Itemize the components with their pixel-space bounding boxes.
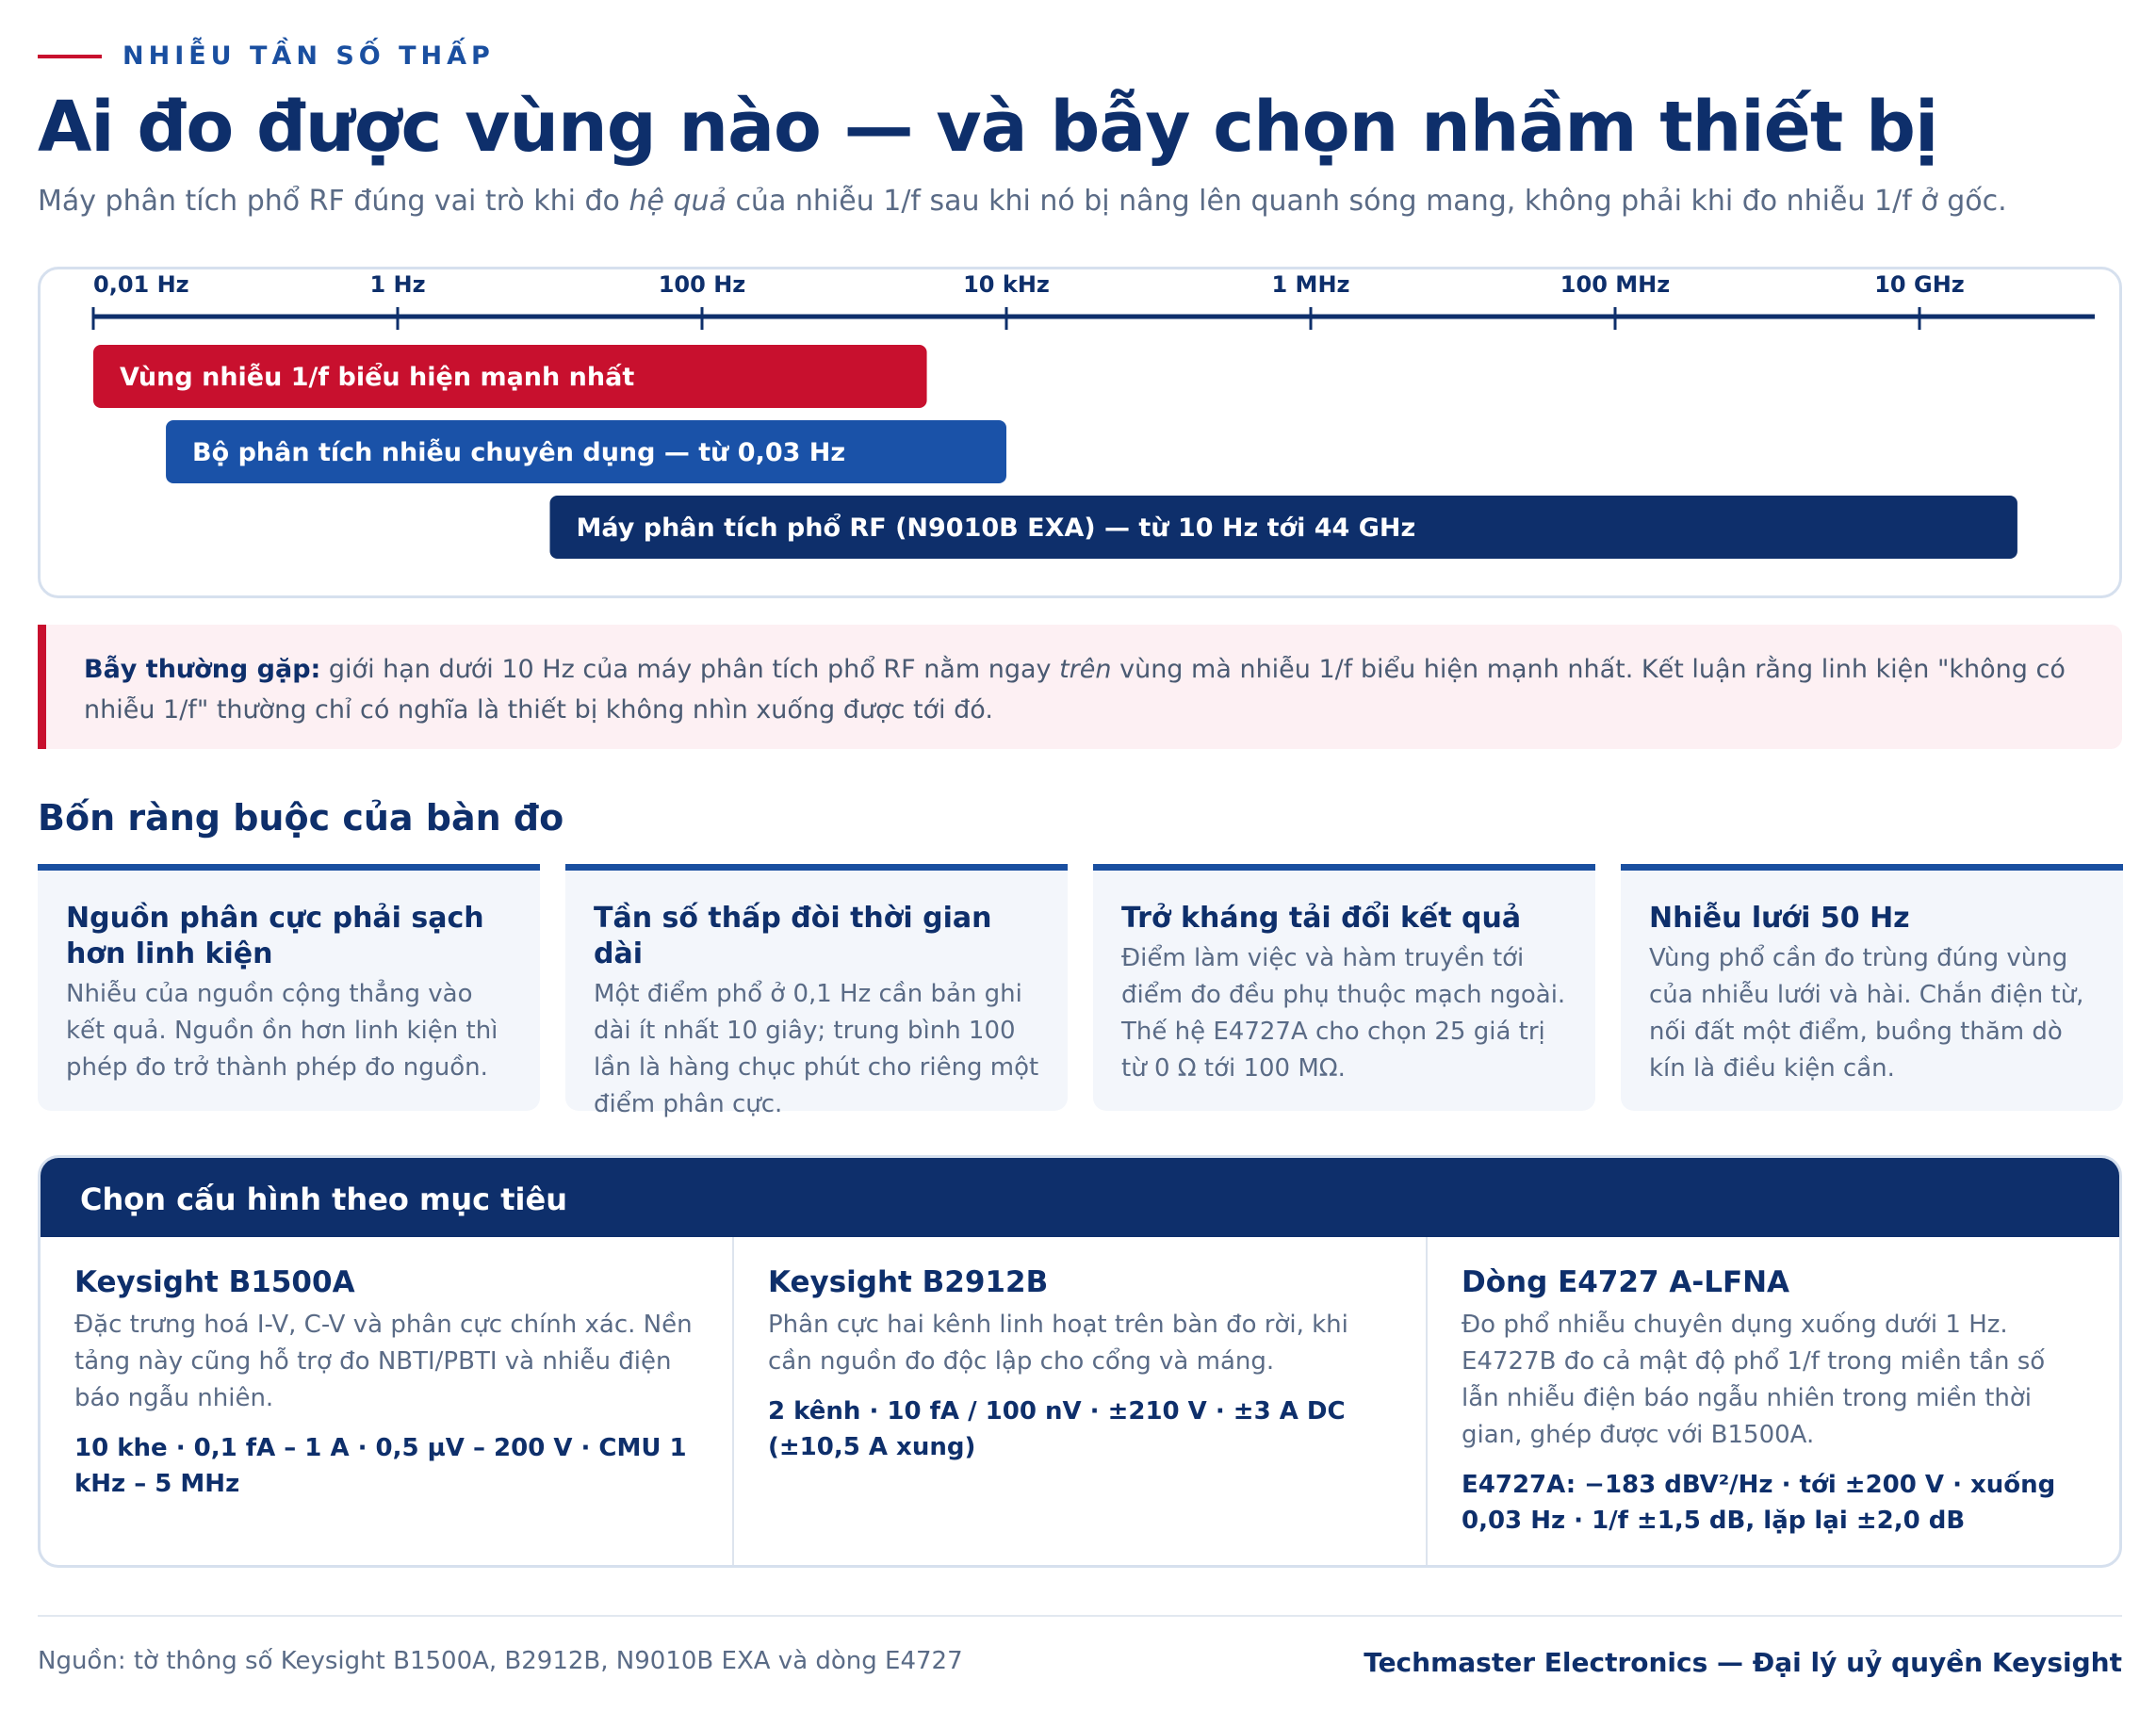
warning-emphasis: trên (1059, 655, 1112, 684)
card-title: Tần số thấp đòi thời gian dài (594, 902, 992, 970)
warning-text: giới hạn dưới 10 Hz của máy phân tích phổ RF nằm ngay (320, 655, 1060, 684)
config-title: Keysight B1500A (74, 1265, 355, 1299)
footer-source: Nguồn: tờ thông số Keysight B1500A, B2912B, N9010B EXA và dòng E4727 (38, 1647, 963, 1675)
config-header (41, 1158, 2119, 1237)
eyebrow-accent-bar (38, 55, 102, 58)
card-body: Vùng phổ cần đo trùng đúng vùng của nhiễu lưới và hài. Chắn điện từ, nối đất một điểm, buồng thăm dò kín là điều kiện cần. (1649, 944, 2084, 1083)
warning-text-end: vùng mà nhiễu 1/f biểu hiện mạnh nhất. Kết luận rằng linh kiện "không có nhiễu 1/f" thường chỉ có nghĩa là thiết bị không nhìn xuống được tới đó. (84, 655, 2066, 725)
constraint-card (565, 864, 1068, 1118)
config-body: Đặc trưng hoá I-V, C-V và phân cực chính xác. Nền tảng này cũng hỗ trợ đo NBTI/PBTI và nhiễu điện báo ngẫu nhiên. (74, 1311, 693, 1412)
config-column (734, 1237, 1428, 1568)
eyebrow (38, 41, 495, 71)
config-title: Dòng E4727 A-LFNA (1462, 1265, 1790, 1299)
footer-divider (38, 1615, 2122, 1617)
axis-tick-label: 1 MHz (1271, 271, 1350, 298)
axis-tick-label: 0,01 Hz (93, 271, 189, 298)
axis-tick-label: 10 kHz (963, 271, 1050, 298)
warning-callout (38, 625, 2122, 749)
eyebrow-text: NHIỄU TẦN SỐ THẤP (122, 41, 495, 71)
subtitle-emphasis: hệ quả (629, 185, 727, 218)
subtitle-text-end: của nhiễu 1/f sau khi nó bị nâng lên quanh sóng mang, không phải khi đo nhiễu 1/f ở gốc. (726, 185, 2007, 218)
config-panel (38, 1155, 2122, 1568)
range-bar-label: Bộ phân tích nhiễu chuyên dụng — từ 0,03 Hz (192, 438, 846, 467)
card-body: Nhiễu của nguồn cộng thẳng vào kết quả. Nguồn ồn hơn linh kiện thì phép đo trở thành phép đo nguồn. (66, 980, 498, 1082)
constraint-card (1621, 864, 2123, 1111)
card-title: Nhiễu lưới 50 Hz (1649, 902, 1910, 935)
frequency-range-chart (38, 267, 2122, 598)
card-body: Điểm làm việc và hàm truyền tới điểm đo đều phụ thuộc mạch ngoài. Thế hệ E4727A cho chọn 25 giá trị từ 0 Ω tới 100 MΩ. (1121, 944, 1566, 1083)
warning-label: Bẫy thường gặp: (84, 655, 321, 684)
config-column (1428, 1237, 2119, 1568)
config-column (41, 1237, 734, 1568)
card-body: Một điểm phổ ở 0,1 Hz cần bản ghi dài ít nhất 10 giây; trung bình 100 lần là hàng chục phút cho riêng một điểm phân cực. (594, 980, 1039, 1118)
frequency-range-svg (41, 269, 2119, 595)
subtitle-text: Máy phân tích phổ RF đúng vai trò khi đo (38, 185, 629, 218)
constraint-card (38, 864, 540, 1111)
page-title: Ai đo được vùng nào — và bẫy chọn nhầm thiết bị (38, 87, 1938, 168)
range-bar-label: Vùng nhiễu 1/f biểu hiện mạnh nhất (120, 363, 635, 392)
range-bar-label: Máy phân tích phổ RF (N9010B EXA) — từ 10 Hz tới 44 GHz (576, 513, 1416, 543)
page-subtitle (38, 185, 2007, 218)
constraint-card (1093, 864, 1595, 1111)
config-heading: Chọn cấu hình theo mục tiêu (80, 1181, 567, 1217)
card-title: Trở kháng tải đổi kết quả (1121, 902, 1522, 935)
axis-tick-label: 100 MHz (1560, 271, 1671, 298)
config-spec: 10 khe · 0,1 fA – 1 A · 0,5 µV – 200 V · CMU 1 kHz – 5 MHz (74, 1434, 687, 1498)
config-columns (41, 1237, 2119, 1568)
config-body: Phân cực hai kênh linh hoạt trên bàn đo rời, khi cần nguồn đo độc lập cho cổng và máng. (768, 1311, 1348, 1376)
axis-tick-label: 1 Hz (369, 271, 426, 298)
config-title: Keysight B2912B (768, 1265, 1049, 1299)
constraints-heading: Bốn ràng buộc của bàn đo (38, 797, 564, 839)
axis-tick-label: 10 GHz (1874, 271, 1965, 298)
footer-brand: Techmaster Electronics — Đại lý uỷ quyền Keysight (1364, 1647, 2122, 1678)
config-spec: 2 kênh · 10 fA / 100 nV · ±210 V · ±3 A DC (±10,5 A xung) (768, 1397, 1346, 1461)
config-body: Đo phổ nhiễu chuyên dụng xuống dưới 1 Hz. E4727B đo cả mật độ phổ 1/f trong miền tần số lẫn nhiễu điện báo ngẫu nhiên trong miền thời gian, ghép được với B1500A. (1462, 1311, 2046, 1449)
card-title: Nguồn phân cực phải sạch hơn linh kiện (66, 902, 484, 970)
axis-tick-label: 100 Hz (658, 271, 746, 298)
config-spec: E4727A: −183 dBV²/Hz · tới ±200 V · xuống 0,03 Hz · 1/f ±1,5 dB, lặp lại ±2,0 dB (1462, 1471, 2056, 1535)
